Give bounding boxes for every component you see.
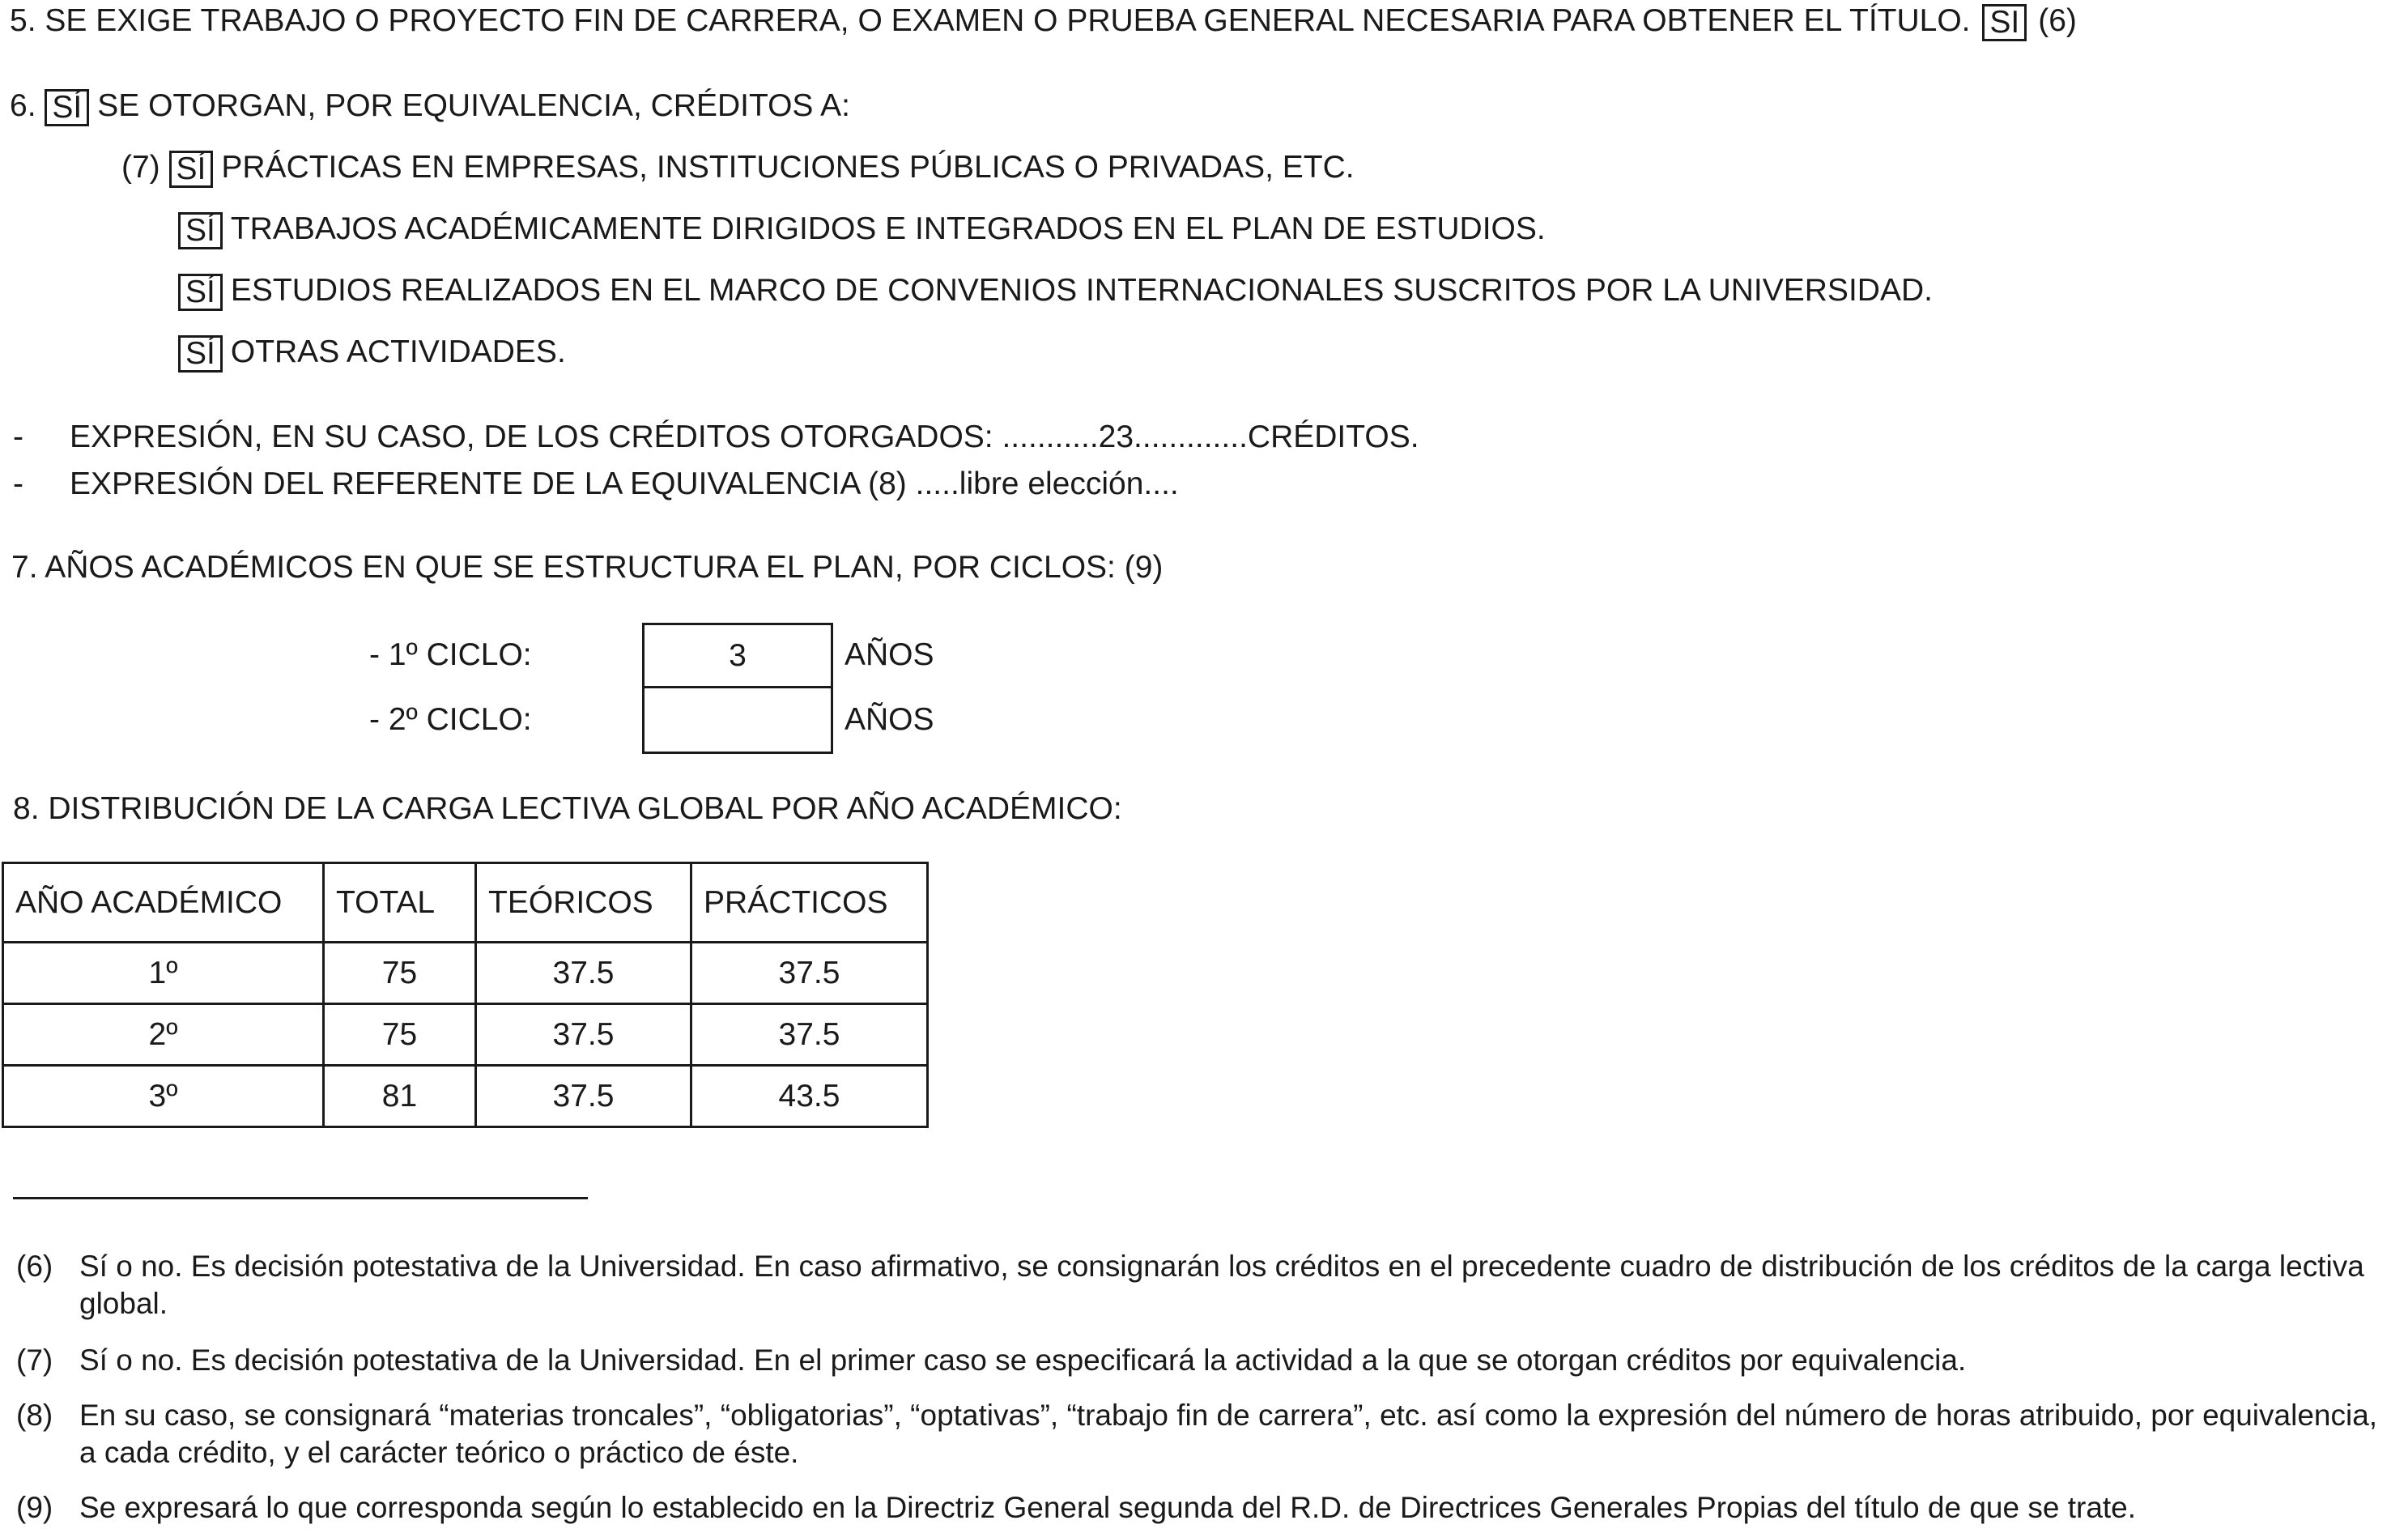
item5-line [10,2,2077,41]
footnote-text: Se expresará lo que corresponda según lo establecido en la Directriz General segunda del R.D. de Directrices Generales Propias del título de que se trate. [79,1491,2137,1524]
table-cell: 37.5 [476,1066,691,1127]
table-cell: 37.5 [476,1004,691,1066]
item5-note: (6) [2038,3,2077,38]
option-checkbox: SÍ [178,335,223,373]
item5-text: 5. SE EXIGE TRABAJO O PROYECTO FIN DE CARRERA, O EXAMEN O PRUEBA GENERAL NECESARIA PARA OBTENER EL TÍTULO. [10,3,1971,38]
footnote-text: En su caso, se consignará “materias troncales”, “obligatorias”, “optativas”, “trabajo fin de carrera”, etc. así como la expresión del número de horas atribuido, por equivalencia, a cada crédito, y el carácter teórico o práctico de éste. [79,1399,2378,1469]
table-cell: 81 [324,1066,476,1127]
item8-title: 8. DISTRIBUCIÓN DE LA CARGA LECTIVA GLOBAL POR AÑO ACADÉMICO: [13,791,1122,826]
item6-line [10,87,850,126]
option-checkbox: SÍ [169,151,214,188]
option-prefix: (7) [121,150,160,185]
item6-prefix: 6. [10,88,36,123]
footnote-text: Sí o no. Es decisión potestativa de la Universidad. En caso afirmativo, se consignarán los créditos en el precedente cuadro de distribución de los créditos de la carga lectiva global. [79,1250,2364,1320]
cycle1-years-box: 3 [642,623,833,688]
option-text: OTRAS ACTIVIDADES. [230,334,566,369]
table-row [3,1004,928,1066]
table-cell: 2º [3,1004,324,1066]
table-cell: 37.5 [691,1004,928,1066]
footnote [16,1342,2389,1379]
table-cell: 75 [324,943,476,1004]
table-cell: 1º [3,943,324,1004]
item7-title: 7. AÑOS ACADÉMICOS EN QUE SE ESTRUCTURA EL PLAN, POR CICLOS: (9) [11,550,1164,585]
footnote-number: (6) [16,1250,53,1283]
option-text: PRÁCTICAS EN EMPRESAS, INSTITUCIONES PÚBLICAS O PRIVADAS, ETC. [221,150,1355,185]
option-checkbox: SÍ [178,274,223,311]
table-row [3,1066,928,1127]
column-header: TEÓRICOS [476,863,691,943]
footnote [16,1248,2389,1322]
table-cell: 75 [324,1004,476,1066]
option-text: ESTUDIOS REALIZADOS EN EL MARCO DE CONVENIOS INTERNACIONALES SUSCRITOS POR LA UNIVERSIDAD. [230,273,1933,308]
table-row [3,943,928,1004]
table-cell: 3º [3,1066,324,1127]
column-header: PRÁCTICOS [691,863,928,943]
cycle1-unit: AÑOS [845,637,934,672]
option-text: TRABAJOS ACADÉMICAMENTE DIRIGIDOS E INTEGRADOS EN EL PLAN DE ESTUDIOS. [230,211,1546,246]
footnote-number: (8) [16,1399,53,1432]
footnote-number: (7) [16,1344,53,1377]
footnote-number: (9) [16,1491,53,1524]
column-header: AÑO ACADÉMICO [3,863,324,943]
dash: - [13,466,23,501]
cycle2-years-box [642,688,833,754]
item6-text: SE OTORGAN, POR EQUIVALENCIA, CRÉDITOS A: [97,88,850,123]
referent-expression-text: EXPRESIÓN DEL REFERENTE DE LA EQUIVALENCIA (8) .....libre elección.... [70,466,1179,501]
footnote-divider [13,1197,588,1199]
academic-load-table [2,862,929,1128]
footnote [16,1397,2389,1471]
credits-expression [13,418,1419,457]
cycle1-label: - 1º CICLO: [369,637,532,672]
cycle2-label: - 2º CICLO: [369,702,532,737]
item5-checkbox: SI [1982,4,2027,41]
cycle2-unit: AÑOS [845,702,934,737]
credits-expression-text: EXPRESIÓN, EN SU CASO, DE LOS CRÉDITOS OTORGADOS: ...........23.............CRÉDITOS. [70,419,1419,454]
table-cell: 37.5 [691,943,928,1004]
item6-checkbox: SÍ [45,89,89,126]
footnote-text: Sí o no. Es decisión potestativa de la Universidad. En el primer caso se especificará la actividad a la que se otorgan créditos por equivalencia. [79,1344,1967,1377]
item6-option [178,210,1546,249]
table-cell: 37.5 [476,943,691,1004]
dash: - [13,419,23,454]
referent-expression [13,465,1179,504]
option-checkbox: SÍ [178,212,223,249]
item6-option [121,148,1355,188]
footnote [16,1489,2389,1527]
table-header-row [3,863,928,943]
item6-option [178,271,1933,311]
item6-option [178,333,566,373]
table-cell: 43.5 [691,1066,928,1127]
column-header: TOTAL [324,863,476,943]
